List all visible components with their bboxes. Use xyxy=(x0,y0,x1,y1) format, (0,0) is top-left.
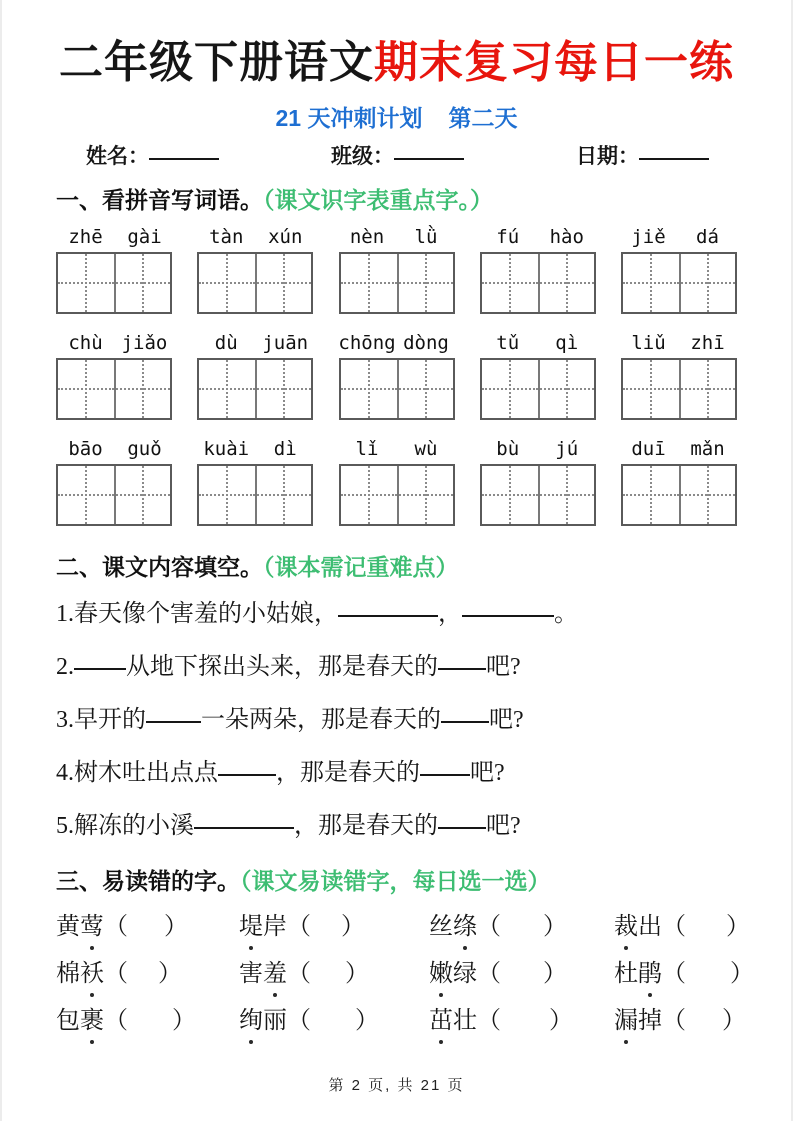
emphasized-character: 鹃 xyxy=(638,957,662,991)
close-paren: ） xyxy=(355,1008,379,1034)
close-paren: ） xyxy=(543,961,567,987)
writing-grid-cell xyxy=(679,466,735,524)
pinyin-word xyxy=(338,331,456,355)
word-item xyxy=(56,910,239,944)
writing-grid-box xyxy=(339,252,455,314)
fill-in-questions xyxy=(56,596,737,844)
page-title xyxy=(56,34,737,92)
open-paren: （ xyxy=(662,961,686,987)
pinyin-syllable: nèn xyxy=(349,226,385,248)
word-item xyxy=(614,1004,746,1038)
pinyin-word xyxy=(619,225,737,249)
question-text: 一朵两朵，那是春天的 xyxy=(201,707,441,733)
question-text: ，那是春天的 xyxy=(294,813,438,839)
writing-grid-box xyxy=(197,252,313,314)
word-row xyxy=(56,1004,746,1038)
character: 杜 xyxy=(614,961,638,987)
pinyin-syllable: duī xyxy=(631,438,666,460)
writing-grid-row xyxy=(56,358,737,420)
close-paren: ） xyxy=(341,914,365,940)
question-text: 。 xyxy=(554,601,578,627)
close-paren: ） xyxy=(164,914,188,940)
section2-title: 二、课文内容填空。 xyxy=(56,554,263,580)
pinyin-syllable: tǔ xyxy=(496,332,520,354)
open-paren: （ xyxy=(662,1008,686,1034)
question-text: 5.解冻的小溪 xyxy=(56,813,194,839)
writing-grid-cell xyxy=(623,254,679,312)
writing-grid-cell xyxy=(58,360,114,418)
fill-blank-line xyxy=(441,720,489,723)
title-course: 二年级下册语文 xyxy=(59,38,374,87)
writing-grid-box xyxy=(480,358,596,420)
question-line xyxy=(56,596,737,632)
pinyin-syllable: dá xyxy=(696,226,719,248)
close-paren: ） xyxy=(158,961,182,987)
open-paren: （ xyxy=(477,1008,501,1034)
writing-grid-cell xyxy=(341,254,397,312)
pinyin-syllable: dòng xyxy=(403,332,449,354)
pinyin-row xyxy=(56,437,737,461)
pinyin-syllable: mǎn xyxy=(690,438,725,460)
name-row-field xyxy=(331,143,464,171)
pinyin-syllable: qì xyxy=(555,332,579,354)
writing-grid-cell xyxy=(623,360,679,418)
word-item xyxy=(239,1004,429,1038)
word-item xyxy=(429,910,614,944)
writing-grid-cell xyxy=(679,254,735,312)
question-text: 从地下探出头来，那是春天的 xyxy=(126,654,438,680)
word-row xyxy=(56,957,754,991)
name-row-label: 班级： xyxy=(331,145,394,168)
character: 掉 xyxy=(638,1008,662,1034)
writing-grid-box xyxy=(56,464,172,526)
open-paren: （ xyxy=(287,914,311,940)
pinyin-syllable: juān xyxy=(262,332,309,354)
pinyin-word xyxy=(197,225,315,249)
writing-grid-cell xyxy=(255,254,311,312)
character: 出 xyxy=(638,914,662,940)
section3-heading xyxy=(56,866,737,896)
pinyin-word xyxy=(619,437,737,461)
open-paren: （ xyxy=(104,914,128,940)
pinyin-word xyxy=(197,437,315,461)
close-paren: ） xyxy=(730,961,754,987)
writing-grid-cell xyxy=(397,360,453,418)
pinyin-word xyxy=(478,225,596,249)
writing-grid-box xyxy=(480,252,596,314)
pinyin-syllable: bāo xyxy=(68,438,103,460)
pinyin-syllable: liǔ xyxy=(631,332,666,354)
close-paren: ） xyxy=(549,1008,573,1034)
writing-grid-cell xyxy=(341,360,397,418)
pinyin-word xyxy=(56,331,174,355)
emphasized-character: 嫩 xyxy=(429,957,453,991)
pinyin-syllable: xún xyxy=(268,226,303,248)
writing-grid-cell xyxy=(623,466,679,524)
pinyin-syllable: kuài xyxy=(203,438,250,460)
close-paren: ） xyxy=(345,961,369,987)
writing-grid-cell xyxy=(114,254,170,312)
writing-grid-cell xyxy=(397,254,453,312)
writing-grid-cell xyxy=(482,466,538,524)
question-text: ， xyxy=(438,601,462,627)
pinyin-syllable: lǐ xyxy=(355,438,379,460)
pinyin-syllable: jiǎo xyxy=(121,332,168,354)
writing-grid-box xyxy=(621,464,737,526)
writing-grid-cell xyxy=(255,360,311,418)
pinyin-word xyxy=(56,437,174,461)
writing-grid-cell xyxy=(482,254,538,312)
question-text: ，那是春天的 xyxy=(276,760,420,786)
open-paren: （ xyxy=(287,1008,311,1034)
pinyin-syllable: jú xyxy=(555,438,579,460)
fill-blank-line xyxy=(462,614,554,617)
writing-grid-box xyxy=(339,464,455,526)
fill-blank-line xyxy=(218,773,276,776)
name-class-date-row xyxy=(56,143,737,171)
word-row xyxy=(56,910,750,944)
section2-heading xyxy=(56,552,737,582)
pinyin-syllable: zhē xyxy=(68,226,103,248)
open-paren: （ xyxy=(477,961,501,987)
writing-grid-box xyxy=(621,252,737,314)
writing-grid-box xyxy=(621,358,737,420)
question-line xyxy=(56,808,737,844)
writing-grid-row xyxy=(56,464,737,526)
page-number: 第 2 页, 共 21 页 xyxy=(328,1077,465,1094)
question-text: 吧? xyxy=(489,707,524,733)
fill-blank-line xyxy=(149,157,219,160)
writing-grid-cell xyxy=(199,360,255,418)
word-item xyxy=(614,910,750,944)
subtitle-plan: 21 天冲刺计划 xyxy=(275,105,423,131)
writing-grid-cell xyxy=(255,466,311,524)
question-line xyxy=(56,702,737,738)
fill-blank-line xyxy=(74,667,126,670)
pinyin-syllable: wù xyxy=(414,438,438,460)
question-text: 吧? xyxy=(486,813,521,839)
question-line xyxy=(56,755,737,791)
emphasized-character: 裁 xyxy=(614,910,638,944)
fill-blank-line xyxy=(438,667,486,670)
emphasized-character: 茁 xyxy=(429,1004,453,1038)
writing-grid-cell xyxy=(341,466,397,524)
question-text: 吧? xyxy=(486,654,521,680)
open-paren: （ xyxy=(104,961,128,987)
writing-grid-box xyxy=(197,464,313,526)
word-item xyxy=(239,910,429,944)
emphasized-character: 裹 xyxy=(80,1004,104,1038)
pinyin-syllable: zhī xyxy=(690,332,725,354)
pinyin-word xyxy=(338,225,456,249)
writing-grid-cell xyxy=(114,360,170,418)
question-line xyxy=(56,649,737,685)
emphasized-character: 绚 xyxy=(239,1004,263,1038)
pinyin-syllable: fú xyxy=(496,226,520,248)
character: 岸 xyxy=(263,914,287,940)
writing-grid-cell xyxy=(58,254,114,312)
pinyin-syllable: lǜ xyxy=(414,226,438,248)
pinyin-syllable: dì xyxy=(273,438,297,460)
pinyin-syllable: jiě xyxy=(631,226,666,248)
fill-blank-line xyxy=(420,773,470,776)
section1-title: 一、看拼音写词语。 xyxy=(56,187,263,213)
fill-blank-line xyxy=(146,720,201,723)
section1-note: （课文识字表重点字。） xyxy=(263,187,493,213)
character: 绿 xyxy=(453,961,477,987)
writing-grid-box xyxy=(339,358,455,420)
writing-grid-cell xyxy=(538,254,594,312)
pinyin-syllable: gài xyxy=(127,226,162,248)
question-text: 吧? xyxy=(470,760,505,786)
pinyin-word xyxy=(478,331,596,355)
subtitle-day: 第二天 xyxy=(448,105,518,131)
word-item xyxy=(614,957,754,991)
character: 丽 xyxy=(263,1008,287,1034)
pinyin-word xyxy=(619,331,737,355)
question-text: 2. xyxy=(56,654,74,680)
open-paren: （ xyxy=(662,914,686,940)
pinyin-syllable: dù xyxy=(214,332,238,354)
section1-heading xyxy=(56,185,737,215)
fill-blank-line xyxy=(394,157,464,160)
fill-blank-line xyxy=(338,614,438,617)
writing-grid-box xyxy=(197,358,313,420)
pinyin-syllable: bù xyxy=(496,438,520,460)
fill-blank-line xyxy=(194,826,294,829)
pinyin-word xyxy=(56,225,174,249)
fill-blank-line xyxy=(639,157,709,160)
pinyin-word xyxy=(478,437,596,461)
character: 丝 xyxy=(429,914,453,940)
character: 棉 xyxy=(56,961,80,987)
writing-grid-box xyxy=(56,358,172,420)
question-text: 3.早开的 xyxy=(56,707,146,733)
name-row-label: 姓名： xyxy=(86,145,149,168)
pinyin-row xyxy=(56,331,737,355)
pinyin-word xyxy=(197,331,315,355)
open-paren: （ xyxy=(287,961,311,987)
emphasized-character: 袄 xyxy=(80,957,104,991)
word-item xyxy=(429,957,614,991)
pinyin-syllable: chōng xyxy=(338,332,396,354)
fill-blank-line xyxy=(438,826,486,829)
writing-grid-cell xyxy=(114,466,170,524)
writing-grid-cell xyxy=(538,360,594,418)
misread-words-grid xyxy=(56,910,754,1038)
word-item xyxy=(56,1004,239,1038)
pinyin-writing-grids xyxy=(56,225,737,526)
writing-grid-row xyxy=(56,252,737,314)
pinyin-syllable: hào xyxy=(549,226,584,248)
close-paren: ） xyxy=(722,1008,746,1034)
subtitle xyxy=(56,104,737,132)
emphasized-character: 莺 xyxy=(80,910,104,944)
title-exam-review: 期末复习每日一练 xyxy=(374,38,734,87)
writing-grid-cell xyxy=(58,466,114,524)
character: 黄 xyxy=(56,914,80,940)
open-paren: （ xyxy=(477,914,501,940)
emphasized-character: 堤 xyxy=(239,910,263,944)
writing-grid-cell xyxy=(482,360,538,418)
emphasized-character: 绦 xyxy=(453,910,477,944)
pinyin-syllable: chù xyxy=(68,332,103,354)
word-item xyxy=(239,957,429,991)
section3-note: （课文易读错字，每日选一选） xyxy=(240,868,551,894)
word-item xyxy=(56,957,239,991)
pinyin-word xyxy=(338,437,456,461)
name-row-label: 日期： xyxy=(576,145,639,168)
close-paren: ） xyxy=(543,914,567,940)
writing-grid-cell xyxy=(199,254,255,312)
writing-grid-box xyxy=(56,252,172,314)
writing-grid-cell xyxy=(397,466,453,524)
emphasized-character: 羞 xyxy=(263,957,287,991)
section2-note: （课本需记重难点） xyxy=(263,554,459,580)
question-text: 1.春天像个害羞的小姑娘， xyxy=(56,601,338,627)
word-item xyxy=(429,1004,614,1038)
character: 害 xyxy=(239,961,263,987)
close-paren: ） xyxy=(726,914,750,940)
name-row-field xyxy=(86,143,219,171)
character: 壮 xyxy=(453,1008,477,1034)
writing-grid-box xyxy=(480,464,596,526)
section3-title: 三、易读错的字。 xyxy=(56,868,240,894)
name-row-field xyxy=(576,143,709,171)
character: 包 xyxy=(56,1008,80,1034)
writing-grid-cell xyxy=(679,360,735,418)
writing-grid-cell xyxy=(199,466,255,524)
pinyin-syllable: tàn xyxy=(209,226,244,248)
close-paren: ） xyxy=(172,1008,196,1034)
pinyin-row xyxy=(56,225,737,249)
question-text: 4.树木吐出点点 xyxy=(56,760,218,786)
writing-grid-cell xyxy=(538,466,594,524)
emphasized-character: 漏 xyxy=(614,1004,638,1038)
pinyin-syllable: guǒ xyxy=(127,438,162,460)
open-paren: （ xyxy=(104,1008,128,1034)
